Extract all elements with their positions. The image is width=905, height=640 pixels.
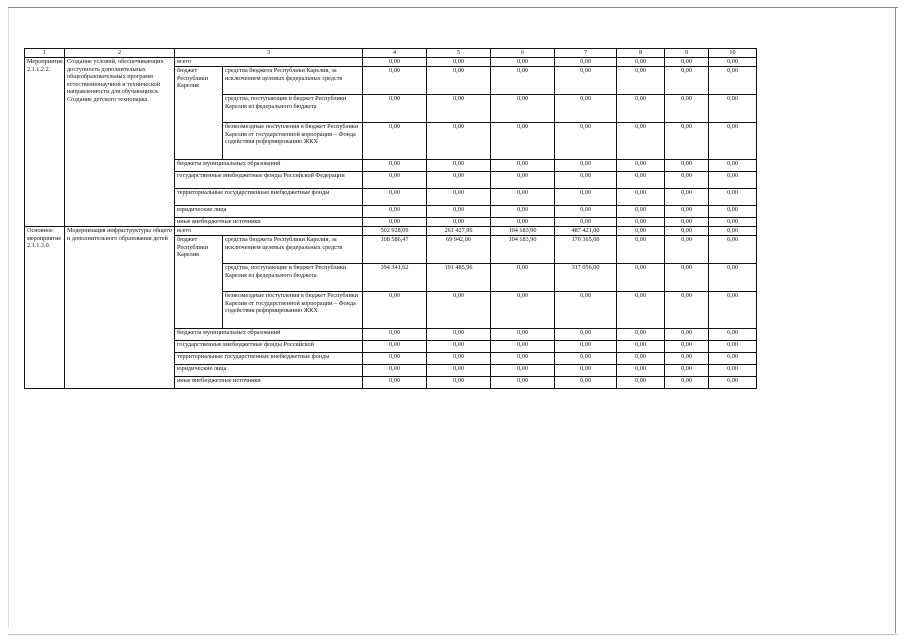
header-cell: 8 (617, 49, 665, 58)
value-cell: 0,00 (555, 123, 617, 160)
source-label: средства, поступающие в бюджет Республики Карелия из федерального бюджета (223, 264, 363, 292)
value-cell: 0,00 (665, 329, 709, 341)
value-cell: 0,00 (427, 189, 491, 206)
value-cell: 0,00 (709, 341, 757, 353)
value-cell: 0,00 (665, 264, 709, 292)
source-label: безвозмездные поступления в бюджет Республики Карелия от государственной корпорации – Фонда содействия реформированию ЖКХ (223, 292, 363, 329)
value-cell: 0,00 (363, 353, 427, 365)
value-cell: 0,00 (555, 206, 617, 218)
header-cell: 5 (427, 49, 491, 58)
source-label: средства бюджета Республики Карелия, за исключением целевых федеральных средств (223, 236, 363, 264)
value-cell: 0,00 (427, 123, 491, 160)
value-cell: 0,00 (363, 160, 427, 172)
value-cell: 0,00 (363, 341, 427, 353)
source-label: средства, поступающие в бюджет Республики Карелия из федерального бюджета (223, 95, 363, 123)
value-cell: 0,00 (491, 160, 555, 172)
value-cell: 0,00 (491, 189, 555, 206)
value-cell: 0,00 (427, 67, 491, 95)
value-cell: 0,00 (617, 206, 665, 218)
measure-title: Модернизация инфраструктуры общего и дополнительного образования детей (65, 227, 175, 389)
header-cell: 1 (25, 49, 65, 58)
value-cell: 0,00 (709, 123, 757, 160)
value-cell: 0,00 (555, 172, 617, 189)
value-cell: 0,00 (709, 227, 757, 236)
value-cell: 0,00 (617, 160, 665, 172)
source-label: всего (175, 58, 363, 67)
value-cell: 0,00 (363, 123, 427, 160)
value-cell: 0,00 (617, 172, 665, 189)
value-cell: 0,00 (363, 218, 427, 227)
source-label: бюджеты муниципальных образований (175, 329, 363, 341)
value-cell: 0,00 (617, 123, 665, 160)
value-cell: 0,00 (617, 353, 665, 365)
value-cell: 0,00 (427, 218, 491, 227)
source-label: государственные внебюджетные фонды Российской (175, 341, 363, 353)
value-cell: 261 427,96 (427, 227, 491, 236)
value-cell: 0,00 (617, 264, 665, 292)
value-cell: 502 928,09 (363, 227, 427, 236)
value-cell: 0,00 (617, 341, 665, 353)
value-cell: 0,00 (709, 67, 757, 95)
value-cell: 0,00 (491, 95, 555, 123)
value-cell: 0,00 (709, 329, 757, 341)
scan-left-border (8, 8, 9, 628)
source-label: иные внебюджетные источники (175, 218, 363, 227)
source-label: территориальные государственные внебюджетные фонды (175, 353, 363, 365)
value-cell: 0,00 (491, 67, 555, 95)
value-cell: 0,00 (709, 160, 757, 172)
value-cell: 394 341,62 (363, 264, 427, 292)
value-cell: 0,00 (427, 377, 491, 389)
value-cell: 191 485,96 (427, 264, 491, 292)
value-cell: 0,00 (617, 377, 665, 389)
financing-table (24, 48, 757, 389)
scan-bottom-border (8, 634, 898, 635)
value-cell: 0,00 (555, 160, 617, 172)
header-cell: 3 (175, 49, 363, 58)
table-row (25, 227, 757, 236)
value-cell: 170 365,00 (555, 236, 617, 264)
value-cell: 104 183,90 (491, 236, 555, 264)
budget-group-label: бюджет Республики Карелия (175, 236, 223, 329)
value-cell: 0,00 (555, 292, 617, 329)
value-cell: 0,00 (665, 292, 709, 329)
value-cell: 0,00 (665, 172, 709, 189)
value-cell: 0,00 (665, 58, 709, 67)
value-cell: 0,00 (555, 95, 617, 123)
value-cell: 0,00 (665, 341, 709, 353)
value-cell: 487 421,00 (555, 227, 617, 236)
value-cell: 0,00 (709, 292, 757, 329)
value-cell: 0,00 (555, 353, 617, 365)
value-cell: 0,00 (363, 329, 427, 341)
value-cell: 0,00 (665, 218, 709, 227)
value-cell: 69 942,00 (427, 236, 491, 264)
value-cell: 0,00 (709, 365, 757, 377)
value-cell: 0,00 (555, 58, 617, 67)
value-cell: 0,00 (709, 236, 757, 264)
value-cell: 0,00 (709, 206, 757, 218)
header-cell: 4 (363, 49, 427, 58)
header-cell: 9 (665, 49, 709, 58)
table-row (25, 58, 757, 67)
value-cell: 0,00 (665, 160, 709, 172)
value-cell: 0,00 (617, 95, 665, 123)
value-cell: 0,00 (363, 95, 427, 123)
value-cell: 0,00 (617, 67, 665, 95)
value-cell: 0,00 (555, 189, 617, 206)
header-cell: 7 (555, 49, 617, 58)
value-cell: 0,00 (555, 341, 617, 353)
value-cell: 0,00 (363, 58, 427, 67)
value-cell: 0,00 (363, 206, 427, 218)
value-cell: 0,00 (427, 341, 491, 353)
value-cell: 0,00 (491, 365, 555, 377)
value-cell: 0,00 (617, 189, 665, 206)
value-cell: 0,00 (555, 329, 617, 341)
scan-right-border (895, 8, 896, 633)
value-cell: 0,00 (617, 329, 665, 341)
value-cell: 0,00 (491, 341, 555, 353)
measure-code: Основное мероприятие 2.1.1.3.0. (25, 227, 65, 389)
value-cell: 0,00 (363, 189, 427, 206)
value-cell: 0,00 (555, 365, 617, 377)
value-cell: 0,00 (709, 377, 757, 389)
value-cell: 0,00 (665, 353, 709, 365)
value-cell: 317 056,00 (555, 264, 617, 292)
value-cell: 0,00 (363, 172, 427, 189)
value-cell: 0,00 (363, 377, 427, 389)
value-cell: 0,00 (555, 218, 617, 227)
value-cell: 0,00 (665, 227, 709, 236)
value-cell: 0,00 (491, 329, 555, 341)
value-cell: 0,00 (617, 58, 665, 67)
value-cell: 0,00 (491, 58, 555, 67)
value-cell: 0,00 (709, 353, 757, 365)
value-cell: 0,00 (363, 365, 427, 377)
value-cell: 0,00 (665, 206, 709, 218)
table-header-row (25, 49, 757, 58)
measure-title: Создание условий, обеспечивающих доступность дополнительных общеобразовательных программ естественнонаучной и технической направленности для обучающихся. Создание детского технопарка (65, 58, 175, 227)
value-cell: 0,00 (491, 292, 555, 329)
header-cell: 6 (491, 49, 555, 58)
source-label: безвозмездные поступления в бюджет Республики Карелия от государственной корпорации – Фонда содействия реформированию ЖКХ (223, 123, 363, 160)
value-cell: 0,00 (665, 123, 709, 160)
value-cell: 0,00 (427, 329, 491, 341)
value-cell: 0,00 (709, 189, 757, 206)
source-label: государственные внебюджетные фонды Российской Федерации (175, 172, 363, 189)
header-cell: 10 (709, 49, 757, 58)
value-cell: 0,00 (617, 292, 665, 329)
value-cell: 0,00 (617, 218, 665, 227)
value-cell: 0,00 (665, 95, 709, 123)
value-cell: 0,00 (709, 172, 757, 189)
value-cell: 0,00 (427, 292, 491, 329)
source-label: всего (175, 227, 363, 236)
value-cell: 0,00 (491, 123, 555, 160)
scan-top-border (8, 7, 898, 8)
value-cell: 0,00 (427, 365, 491, 377)
value-cell: 0,00 (709, 58, 757, 67)
value-cell: 0,00 (491, 206, 555, 218)
value-cell: 0,00 (363, 292, 427, 329)
value-cell: 0,00 (709, 95, 757, 123)
value-cell: 0,00 (427, 353, 491, 365)
source-label: бюджеты муниципальных образований (175, 160, 363, 172)
value-cell: 0,00 (709, 218, 757, 227)
value-cell: 0,00 (665, 67, 709, 95)
value-cell: 104 183,90 (491, 227, 555, 236)
value-cell: 0,00 (491, 377, 555, 389)
value-cell: 0,00 (665, 377, 709, 389)
value-cell: 0,00 (617, 227, 665, 236)
source-label: средства бюджета Республики Карелия, за исключением целевых федеральных средств (223, 67, 363, 95)
value-cell: 0,00 (665, 189, 709, 206)
measure-code: Мероприятие 2.1.1.2.2. (25, 58, 65, 227)
value-cell: 0,00 (665, 236, 709, 264)
value-cell: 0,00 (427, 172, 491, 189)
value-cell: 0,00 (363, 67, 427, 95)
value-cell: 0,00 (491, 353, 555, 365)
value-cell: 0,00 (491, 218, 555, 227)
source-label: юридические лица (175, 206, 363, 218)
source-label: иные внебюджетные источники (175, 377, 363, 389)
header-cell: 2 (65, 49, 175, 58)
source-label: юридические лица (175, 365, 363, 377)
value-cell: 0,00 (665, 365, 709, 377)
source-label: территориальные государственные внебюджетные фонды (175, 189, 363, 206)
value-cell: 0,00 (427, 95, 491, 123)
value-cell: 0,00 (427, 206, 491, 218)
value-cell: 108 586,47 (363, 236, 427, 264)
value-cell: 0,00 (491, 264, 555, 292)
value-cell: 0,00 (427, 58, 491, 67)
value-cell: 0,00 (709, 264, 757, 292)
value-cell: 0,00 (617, 365, 665, 377)
value-cell: 0,00 (491, 172, 555, 189)
value-cell: 0,00 (555, 377, 617, 389)
budget-group-label: бюджет Республики Карелия (175, 67, 223, 160)
value-cell: 0,00 (555, 67, 617, 95)
value-cell: 0,00 (427, 160, 491, 172)
value-cell: 0,00 (617, 236, 665, 264)
